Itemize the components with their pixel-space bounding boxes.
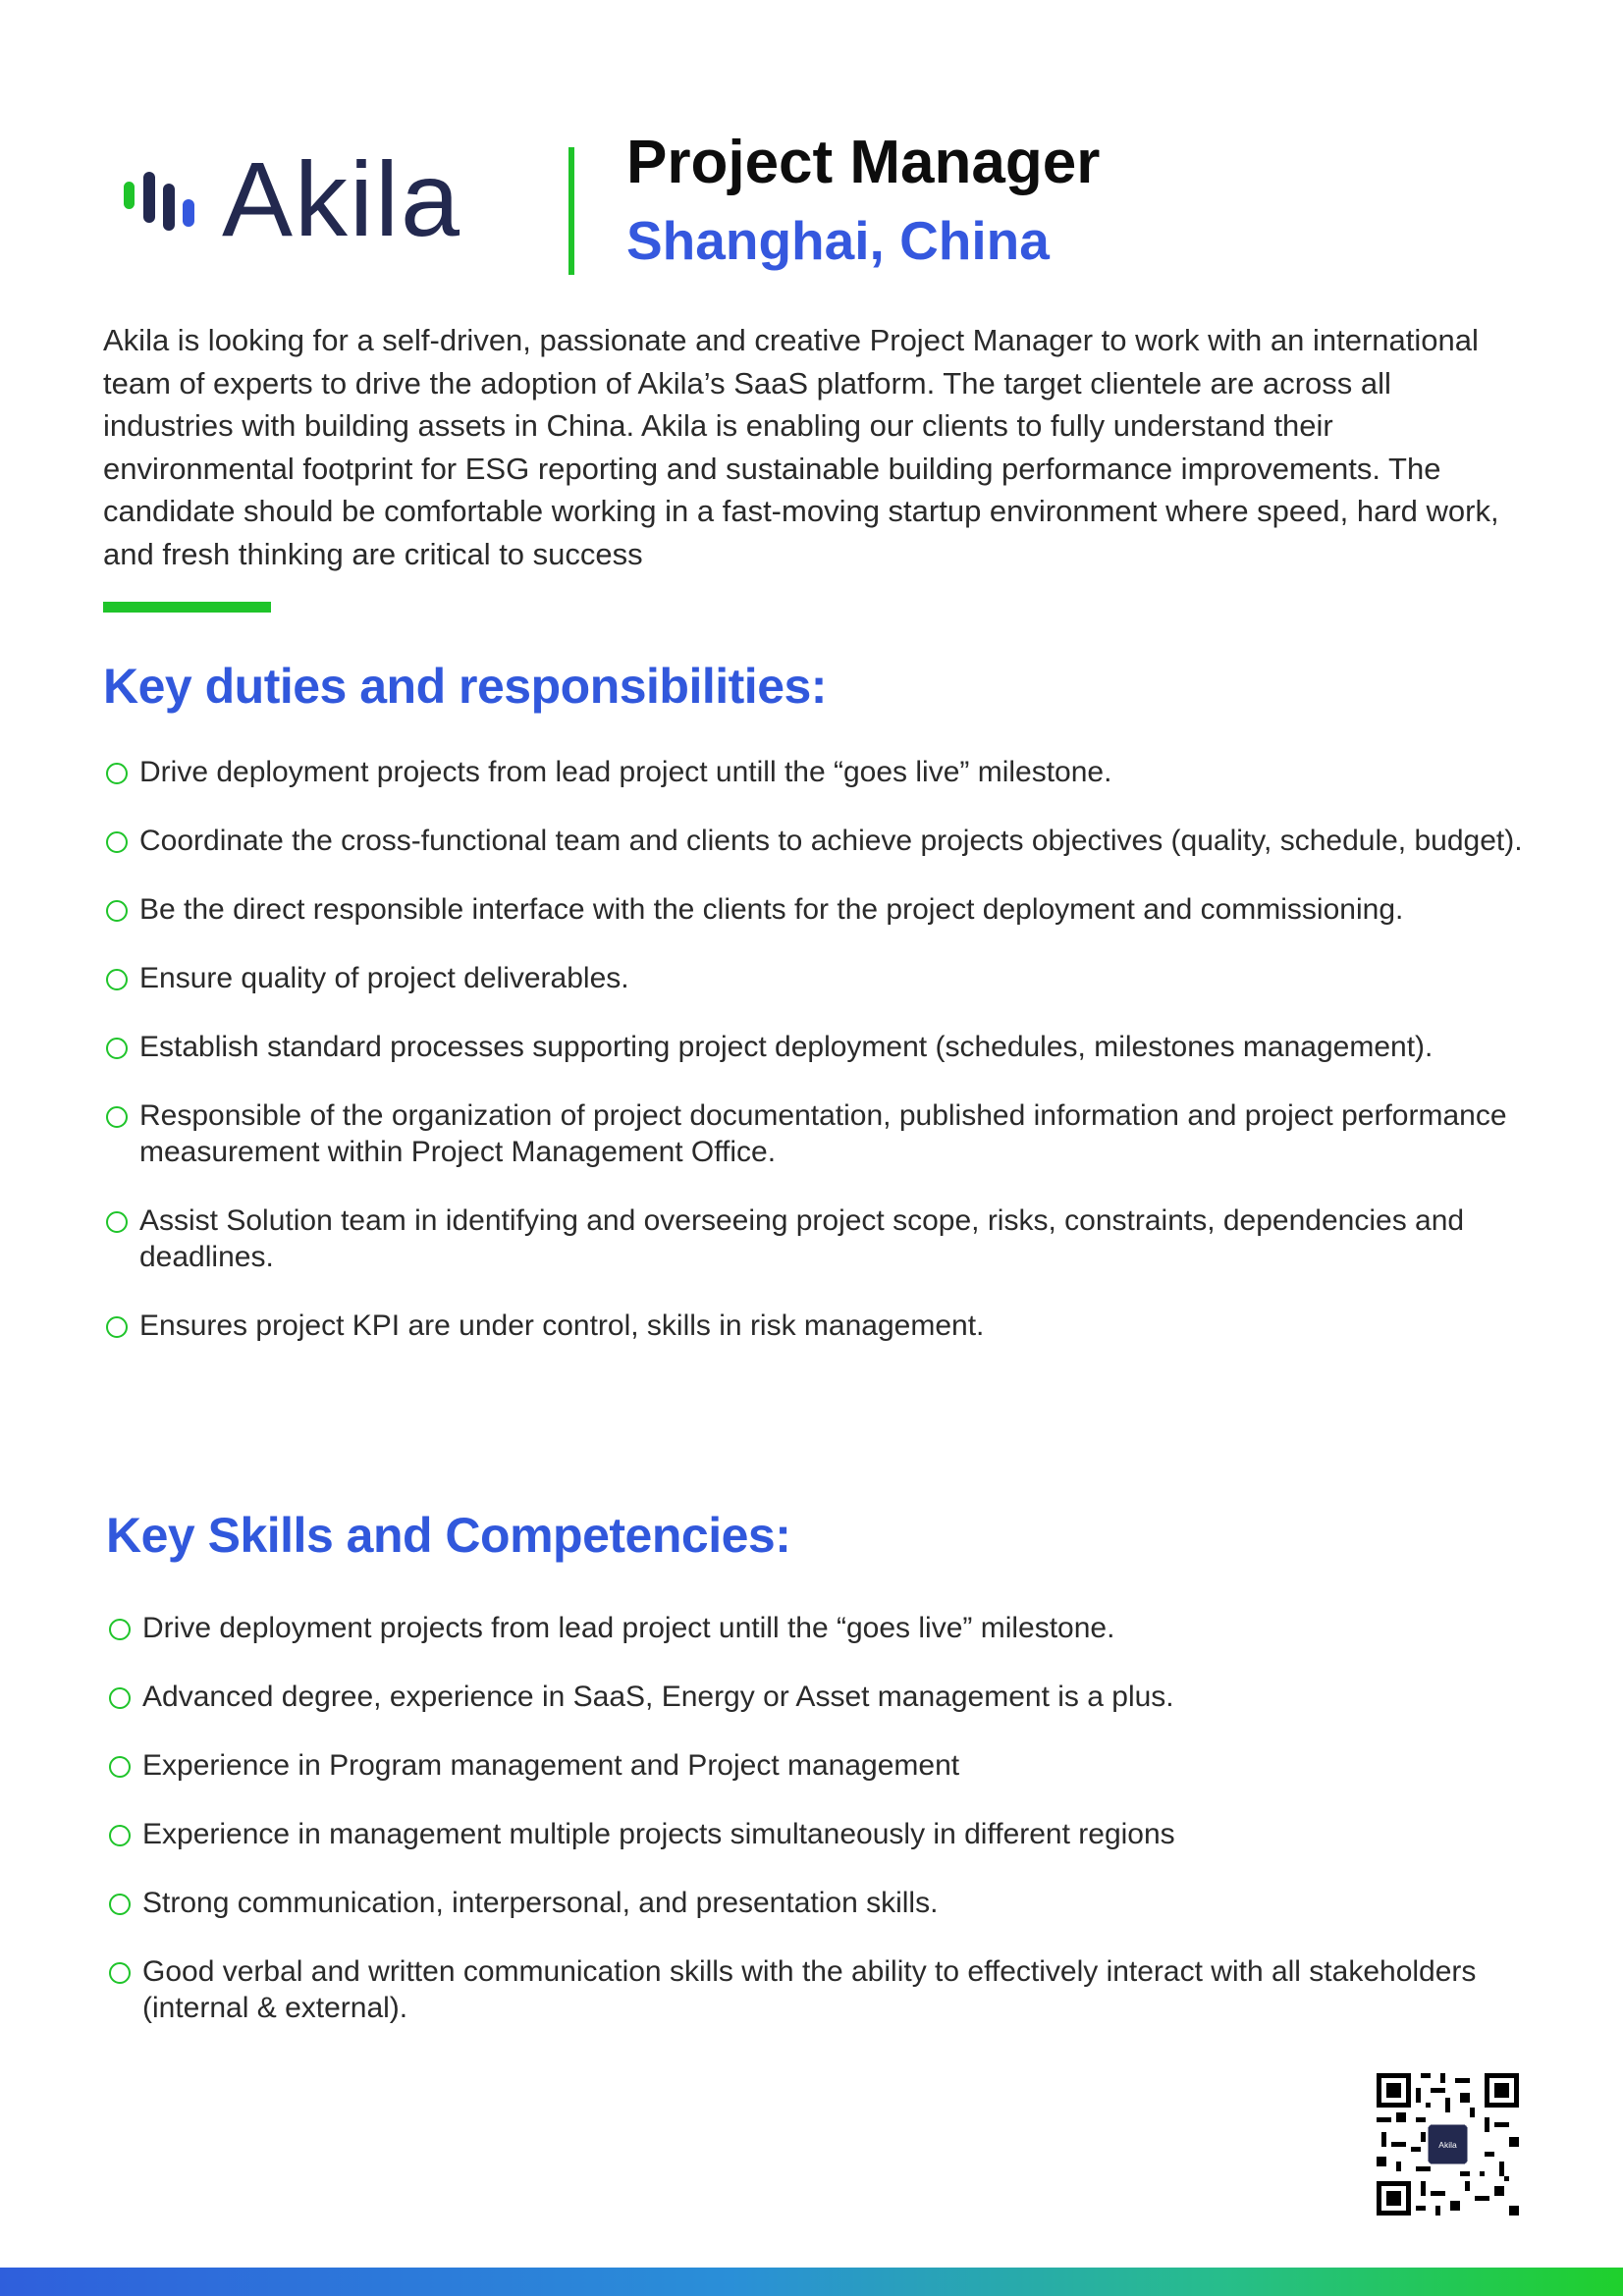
skills-heading: Key Skills and Competencies:	[106, 1508, 791, 1563]
duty-item: Ensures project KPI are under control, skills in risk management.	[103, 1308, 1527, 1344]
duties-heading: Key duties and responsibilities:	[103, 659, 827, 714]
bullet-circle-icon	[106, 969, 128, 990]
skill-item: Experience in management multiple projects simultaneously in different regions	[106, 1816, 1530, 1852]
bullet-circle-icon	[109, 1894, 131, 1915]
bullet-circle-icon	[106, 1316, 128, 1338]
logo-bars-icon	[116, 160, 214, 239]
bullet-circle-icon	[106, 763, 128, 784]
skills-list	[106, 1610, 1530, 2058]
bullet-circle-icon	[109, 1962, 131, 1984]
skill-item: Drive deployment projects from lead project untill the “goes live” milestone.	[106, 1610, 1530, 1646]
bullet-circle-icon	[106, 831, 128, 853]
duties-list	[103, 754, 1527, 1376]
bullet-circle-icon	[106, 1211, 128, 1233]
duty-item: Be the direct responsible interface with the clients for the project deployment and commissioning.	[103, 891, 1527, 928]
job-title: Project Manager	[626, 129, 1101, 196]
skill-item: Good verbal and written communication skills with the ability to effectively interact with all stakeholders (internal & external).	[106, 1953, 1530, 2026]
qr-code	[1377, 2073, 1519, 2216]
bullet-circle-icon	[109, 1825, 131, 1846]
duty-item: Assist Solution team in identifying and overseeing project scope, risks, constraints, dependencies and deadlines.	[103, 1202, 1527, 1275]
intro-paragraph: Akila is looking for a self-driven, passionate and creative Project Manager to work with an international team of experts to drive the adoption of Akila’s SaaS platform. The target clientele are across all industries with building assets in China. Akila is enabling our clients to fully understand their environmental footprint for ESG reporting and sustainable building performance improvements. The candidate should be comfortable working in a fast-moving startup environment where speed, hard work, and fresh thinking are critical to success	[103, 323, 1499, 571]
accent-bar	[103, 602, 271, 613]
bullet-circle-icon	[106, 900, 128, 922]
skill-item: Experience in Program management and Project management	[106, 1747, 1530, 1784]
duty-item: Drive deployment projects from lead project untill the “goes live” milestone.	[103, 754, 1527, 790]
bullet-circle-icon	[109, 1687, 131, 1709]
skill-item: Strong communication, interpersonal, and presentation skills.	[106, 1885, 1530, 1921]
qr-center-label: Akila	[1438, 2140, 1457, 2150]
logo-wordmark: Akila	[222, 138, 462, 258]
footer-gradient-bar	[0, 2268, 1623, 2296]
bullet-circle-icon	[106, 1038, 128, 1059]
header-divider	[568, 147, 574, 275]
duty-item: Coordinate the cross-functional team and clients to achieve projects objectives (quality, schedule, budget).	[103, 823, 1527, 859]
bullet-circle-icon	[106, 1106, 128, 1128]
akila-logo	[116, 138, 528, 258]
duty-item: Establish standard processes supporting project deployment (schedules, milestones management).	[103, 1029, 1527, 1065]
duty-item: Ensure quality of project deliverables.	[103, 960, 1527, 996]
job-location: Shanghai, China	[626, 210, 1050, 271]
bullet-circle-icon	[109, 1619, 131, 1640]
bullet-circle-icon	[109, 1756, 131, 1778]
skill-item: Advanced degree, experience in SaaS, Energy or Asset management is a plus.	[106, 1679, 1530, 1715]
duty-item: Responsible of the organization of project documentation, published information and project performance measurement within Project Management Office.	[103, 1097, 1527, 1170]
